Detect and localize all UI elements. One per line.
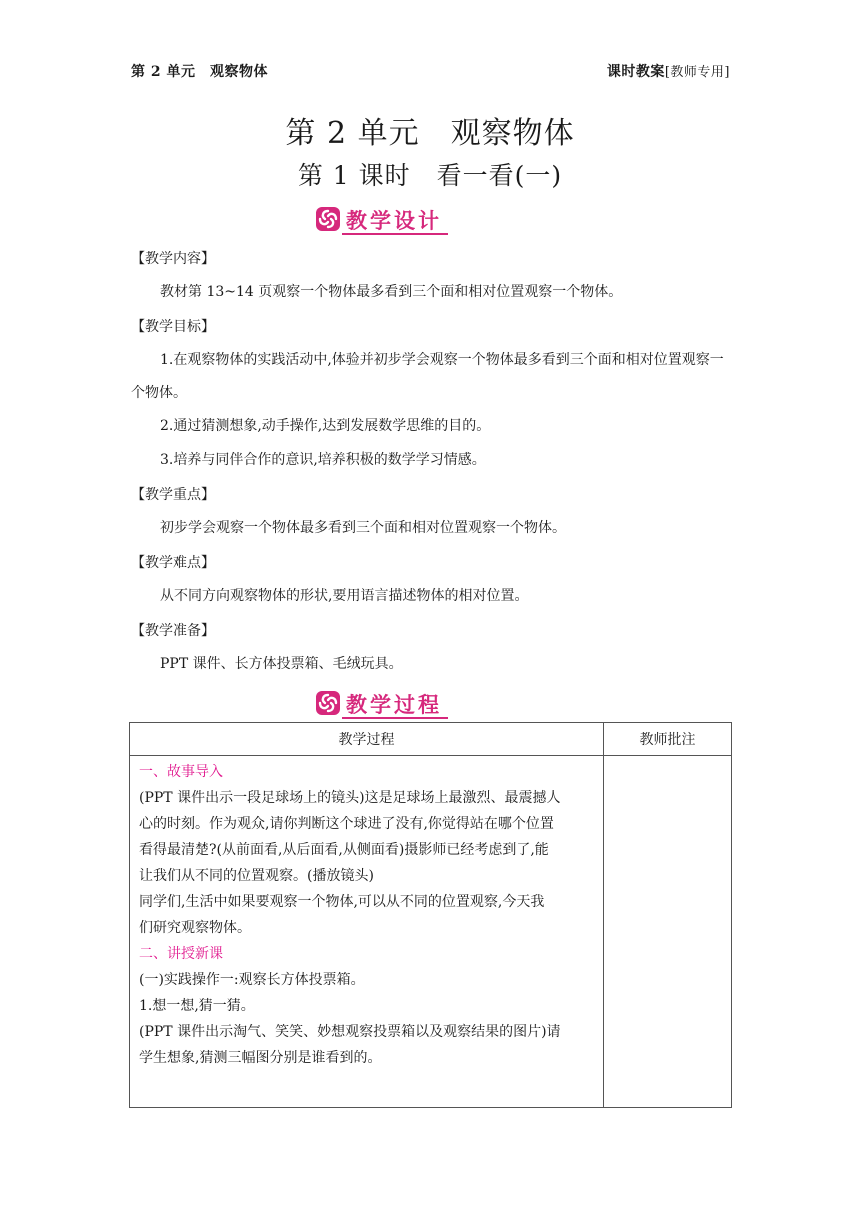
heading-prep: 【教学准备】: [131, 623, 215, 639]
heading-key: 【教学重点】: [131, 487, 215, 503]
process-cell: [130, 756, 604, 1108]
banner-underline: [342, 717, 448, 719]
process-section-heading: 二、讲授新课: [139, 946, 223, 962]
heading-content: 【教学内容】: [131, 251, 215, 267]
process-table: [129, 722, 732, 1108]
process-line: (PPT 课件出示淘气、笑笑、妙想观察投票箱以及观察结果的图片)请: [139, 1024, 561, 1040]
process-line: 学生想象,猜测三幅图分别是谁看到的。: [139, 1050, 382, 1066]
banner-underline: [342, 233, 448, 235]
goal-item-2: 2.通过猜测想象,动手操作,达到发展数学思维的目的。: [160, 418, 491, 434]
column-header-process: 教学过程: [130, 723, 604, 756]
content-text: 教材第 13~14 页观察一个物体最多看到三个面和相对位置观察一个物体。: [160, 284, 623, 300]
section-banner-design: [316, 207, 448, 235]
swirl-icon: [316, 691, 340, 715]
process-line: (一)实践操作一:观察长方体投票箱。: [139, 972, 365, 988]
process-lines: [131, 757, 602, 1071]
heading-difficulty: 【教学难点】: [131, 555, 215, 571]
process-line: 们研究观察物体。: [139, 920, 251, 936]
prep-text: PPT 课件、长方体投票箱、毛绒玩具。: [160, 656, 403, 672]
running-header-unit: 第 2 单元 观察物体: [131, 64, 268, 80]
table-header-row: [130, 723, 732, 756]
unit-title: 第 2 单元 观察物体: [285, 116, 575, 151]
goal-item-1: 1.在观察物体的实践活动中,体验并初步学会观察一个物体最多看到三个面和相对位置观察一个物体。: [131, 352, 724, 401]
banner-label: 教学设计: [346, 209, 442, 233]
lesson-title: 第 1 课时 看一看(一): [297, 161, 563, 190]
process-line: 看得最清楚?(从前面看,从后面看,从侧面看)摄影师已经考虑到了,能: [139, 842, 549, 858]
key-text: 初步学会观察一个物体最多看到三个面和相对位置观察一个物体。: [160, 520, 566, 536]
process-line: 心的时刻。作为观众,请你判断这个球进了没有,你觉得站在哪个位置: [139, 816, 554, 832]
difficulty-text: 从不同方向观察物体的形状,要用语言描述物体的相对位置。: [160, 588, 529, 604]
process-section-heading: 一、故事导入: [139, 764, 223, 780]
goal-item-3: 3.培养与同伴合作的意识,培养积极的数学学习情感。: [160, 452, 486, 468]
notes-cell: [604, 756, 732, 1108]
table-body-row: [130, 756, 732, 1108]
process-line: 让我们从不同的位置观察。(播放镜头): [139, 868, 374, 884]
column-header-notes: 教师批注: [604, 723, 732, 756]
heading-goals: 【教学目标】: [131, 319, 215, 335]
section-banner-process: [316, 691, 448, 719]
swirl-icon: [316, 207, 340, 231]
running-header-type: [607, 61, 730, 81]
process-line: 1.想一想,猜一猜。: [139, 998, 255, 1014]
process-line: (PPT 课件出示一段足球场上的镜头)这是足球场上最激烈、最震撼人: [139, 790, 561, 806]
banner-label: 教学过程: [346, 693, 442, 717]
header-type-tag: [教师专用]: [664, 65, 730, 80]
process-line: 同学们,生活中如果要观察一个物体,可以从不同的位置观察,今天我: [139, 894, 545, 910]
header-type-main: 课时教案: [606, 64, 665, 80]
